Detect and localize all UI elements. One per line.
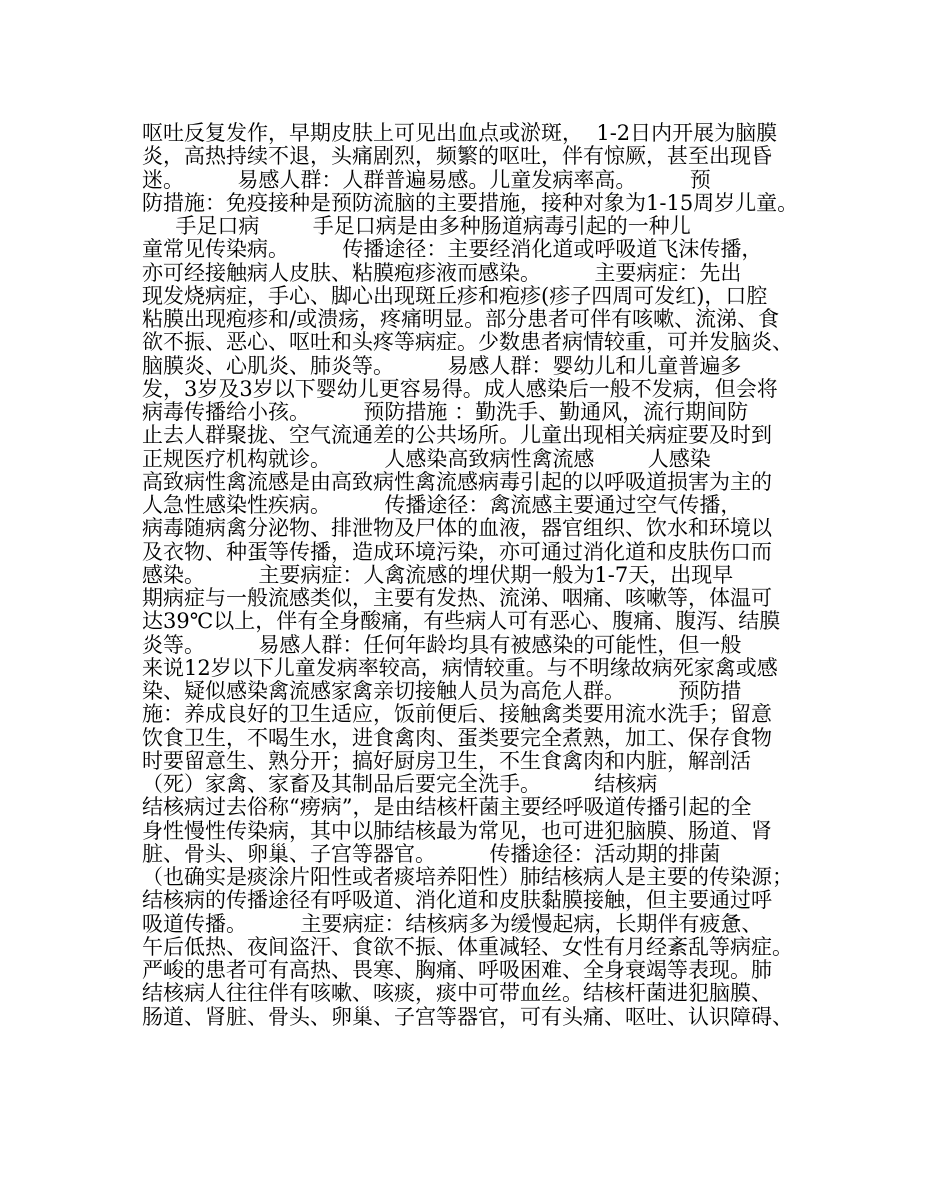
text-line: 时要留意生、熟分开；搞好厨房卫生，不生食禽肉和内脏，解剖活: [142, 748, 751, 773]
text-line: 及衣物、种蛋等传播，造成环境污染，亦可通过消化道和皮肤伤口而: [142, 539, 772, 564]
text-line: 粘膜出现疱疹和/或溃疡，疼痛明显。部分患者可伴有咳嗽、流涕、食: [142, 307, 780, 331]
text-line: 呕吐反复发作，早期皮肤上可见出血点或淤斑， 1-2日内开展为脑膜: [142, 121, 778, 145]
text-line: 迷。 易感人群：人群普遍易感。儿童发病率高。 预: [142, 167, 711, 192]
text-line: 达39℃以上，伴有全身酸痛，有些病人可有恶心、腹痛、腹泻、结膜: [142, 609, 781, 634]
text-line: 炎，高热持续不退，头痛剧烈，频繁的呕吐，伴有惊厥，甚至出现昏: [142, 144, 772, 169]
text-line: 亦可经接触病人皮肤、粘膜疱疹液而感染。 主要病症：先出: [142, 260, 742, 285]
text-line: 染、疑似感染禽流感家禽亲切接触人员为高危人群。 预防措: [142, 679, 742, 703]
text-line: 身性慢性传染病，其中以肺结核最为常见，也可进犯脑膜、肠道、肾: [142, 818, 772, 843]
text-line: 病毒传播给小孩。 预防措施 ：勤洗手、勤通风，流行期间防: [142, 400, 749, 424]
text-line: 发，3岁及3岁以下婴幼儿更容易得。成人感染后一般不发病，但会将: [142, 376, 778, 401]
text-line: 施：养成良好的卫生适应，饭前便后、接触禽类要用流水洗手；留意: [142, 702, 772, 727]
text-line: 肠道、肾脏、骨头、卵巢、子宫等器官，可有头痛、呕吐、认识障碍、: [142, 1004, 793, 1029]
text-line: 欲不振、恶心、呕吐和头疼等病症。少数患者病情较重，可并发脑炎、: [142, 330, 793, 355]
text-line: 期病症与一般流感类似，主要有发热、流涕、咽痛、咳嗽等，体温可: [142, 586, 772, 610]
document-body-text: [142, 122, 832, 1029]
text-line: 手足口病 手足口病是由多种肠道病毒引起的一种儿: [142, 214, 691, 238]
text-line: 人急性感染性疾病。 传播途径：禽流感主要通过空气传播，: [142, 493, 742, 517]
text-line: 吸道传播。 主要病症：结核病多为缓慢起病，长期伴有疲惫、: [142, 911, 763, 936]
text-line: （死）家禽、家畜及其制品后要完全洗手。 结核病: [142, 772, 658, 796]
text-line: 结核病人往往伴有咳嗽、咳痰，痰中可带血丝。结核杆菌进犯脑膜、: [142, 981, 772, 1006]
text-line: 脑膜炎、心肌炎、肺炎等。 易感人群：婴幼儿和儿童普遍多: [142, 353, 742, 378]
text-line: 病毒随病禽分泌物、排泄物及尸体的血液，器官组织、饮水和环境以: [142, 516, 772, 541]
text-line: 现发烧病症，手心、脚心出现斑丘疹和疱疹(疹子四周可发红)，口腔: [142, 283, 768, 308]
text-line: 结核病过去俗称“痨病”，是由结核杆菌主要经呼吸道传播引起的全: [142, 795, 752, 820]
text-line: 严峻的患者可有高热、畏寒、胸痛、呼吸困难、全身衰竭等表现。肺: [142, 958, 772, 982]
text-line: 止去人群聚拢、空气流通差的公共场所。儿童出现相关病症要及时到: [142, 423, 772, 448]
text-line: 感染。 主要病症：人禽流感的埋伏期一般为1-7天，出现早: [142, 562, 734, 587]
text-line: 正规医疗机构就诊。 人感染高致病性禽流感 人感染: [142, 446, 711, 471]
text-line: 脏、骨头、卵巢、子宫等器官。 传播途径：活动期的排菌: [142, 841, 721, 866]
text-line: 饮食卫生，不喝生水，进食禽肉、蛋类要完全煮熟，加工、保存食物: [142, 725, 772, 750]
text-line: 童常见传染病。 传播途径：主要经消化道或呼吸道飞沫传播，: [142, 237, 763, 262]
text-line: 结核病的传播途径有呼吸道、消化道和皮肤黏膜接触，但主要通过呼: [142, 888, 772, 913]
text-line: 防措施：免疫接种是预防流脑的主要措施，接种对象为1-15周岁儿童。: [142, 190, 799, 215]
text-line: （也确实是痰涂片阳性或者痰培养阳性）肺结核病人是主要的传染源；: [142, 865, 793, 889]
text-line: 高致病性禽流感是由高致病性禽流感病毒引起的以呼吸道损害为主的: [142, 469, 772, 494]
text-line: 炎等。 易感人群：任何年龄均具有被感染的可能性，但一般: [142, 632, 742, 657]
text-line: 午后低热、夜间盗汗、食欲不振、体重减轻、女性有月经紊乱等病症。: [142, 934, 793, 959]
text-line: 来说12岁以下儿童发病率较高，病情较重。与不明缘故病死家禽或感: [142, 655, 778, 680]
